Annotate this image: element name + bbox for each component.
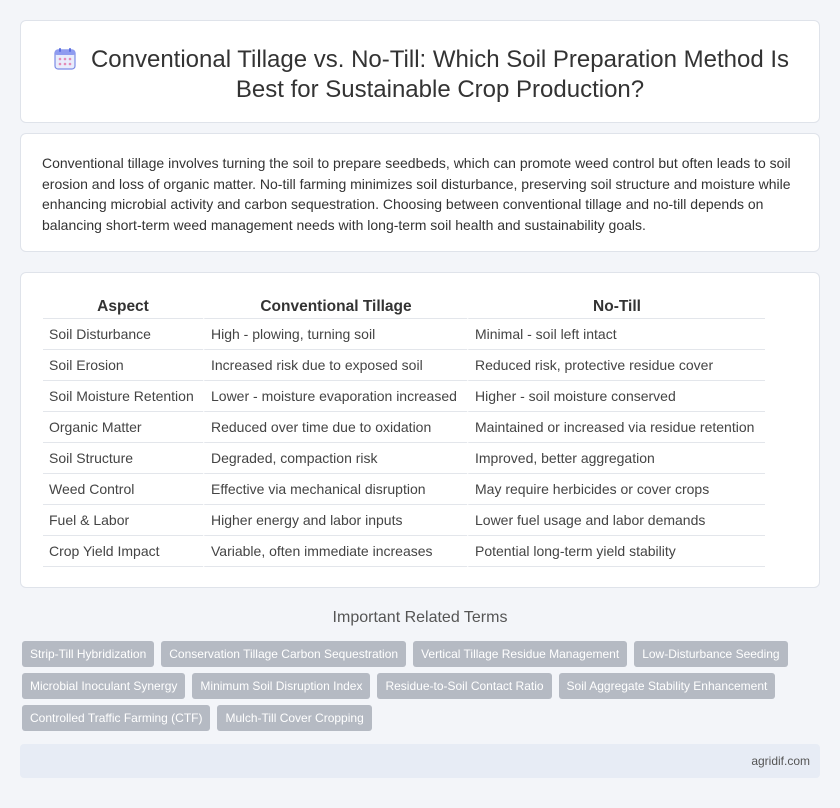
table-row [43,505,765,536]
related-terms-heading: Important Related Terms [332,609,508,626]
cell-no-till: Higher - soil moisture conserved [467,381,765,412]
table-header-row [43,295,765,319]
related-terms-list [22,641,822,731]
header-aspect: Aspect [43,295,203,319]
related-term-tag[interactable]: Minimum Soil Disruption Index [192,673,370,699]
cell-aspect: Crop Yield Impact [43,536,203,567]
cell-conventional: Higher energy and labor inputs [203,505,467,536]
table-row [43,319,765,350]
cell-conventional: Reduced over time due to oxidation [203,412,467,443]
cell-conventional: Variable, often immediate increases [203,536,467,567]
footer-site-link[interactable]: agridif.com [751,754,810,768]
table-row [43,381,765,412]
related-term-tag[interactable]: Microbial Inoculant Synergy [22,673,185,699]
cell-aspect: Soil Disturbance [43,319,203,350]
page-title: Conventional Tillage vs. No-Till: Which Soil Preparation Method Is Best for Sustainable Crop Production? [90,46,790,103]
title-card [20,20,820,123]
table-row [43,350,765,381]
calendar-icon [53,47,77,71]
cell-aspect: Soil Structure [43,443,203,474]
comparison-table-card [20,272,820,588]
cell-no-till: Lower fuel usage and labor demands [467,505,765,536]
cell-aspect: Fuel & Labor [43,505,203,536]
cell-no-till: Minimal - soil left intact [467,319,765,350]
table-row [43,412,765,443]
cell-aspect: Weed Control [43,474,203,505]
footer [20,744,820,778]
related-term-tag[interactable]: Controlled Traffic Farming (CTF) [22,705,210,731]
cell-conventional: Increased risk due to exposed soil [203,350,467,381]
cell-aspect: Organic Matter [43,412,203,443]
cell-no-till: Reduced risk, protective residue cover [467,350,765,381]
cell-aspect: Soil Erosion [43,350,203,381]
cell-no-till: Improved, better aggregation [467,443,765,474]
table-row [43,536,765,567]
cell-no-till: Potential long-term yield stability [467,536,765,567]
cell-conventional: Degraded, compaction risk [203,443,467,474]
table-row [43,443,765,474]
intro-paragraph: Conventional tillage involves turning the soil to prepare seedbeds, which can promote weed control but often leads to soil erosion and loss of organic matter. No-till farming minimizes soil disturbance, preserving soil structure and moisture while enhancing microbial activity and carbon sequestration. Choosing between conventional tillage and no-till depends on balancing short-term weed management needs with long-term soil health and sustainability goals. [42,155,791,233]
table-row [43,474,765,505]
related-term-tag[interactable]: Mulch-Till Cover Cropping [217,705,371,731]
related-term-tag[interactable]: Soil Aggregate Stability Enhancement [559,673,776,699]
related-term-tag[interactable]: Strip-Till Hybridization [22,641,154,667]
header-conventional-tillage: Conventional Tillage [203,295,467,319]
header-no-till: No-Till [467,295,765,319]
cell-conventional: High - plowing, turning soil [203,319,467,350]
cell-conventional: Effective via mechanical disruption [203,474,467,505]
cell-no-till: Maintained or increased via residue retention [467,412,765,443]
related-term-tag[interactable]: Vertical Tillage Residue Management [413,641,627,667]
cell-aspect: Soil Moisture Retention [43,381,203,412]
related-term-tag[interactable]: Low-Disturbance Seeding [634,641,787,667]
related-term-tag[interactable]: Residue-to-Soil Contact Ratio [377,673,551,699]
comparison-table [43,295,765,567]
cell-conventional: Lower - moisture evaporation increased [203,381,467,412]
intro-card [20,133,820,252]
related-term-tag[interactable]: Conservation Tillage Carbon Sequestration [161,641,406,667]
cell-no-till: May require herbicides or cover crops [467,474,765,505]
